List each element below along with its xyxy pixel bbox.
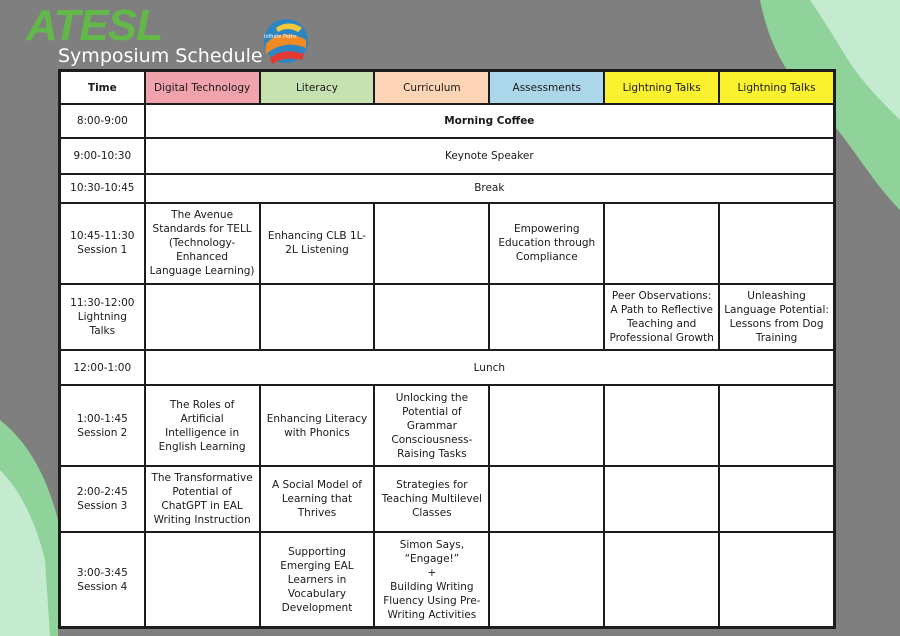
empty-cell	[145, 532, 260, 627]
empty-cell	[489, 466, 604, 532]
session-cell: Unleashing Language Potential: Lessons from Dog Training	[719, 284, 834, 350]
session-label: Session 4	[77, 580, 128, 593]
session-cell: Enhancing CLB 1L-2L Listening	[260, 203, 375, 284]
header-digital-technology: Digital Technology	[145, 71, 260, 104]
row-session-1	[60, 203, 834, 284]
time-cell: 9:00-10:30	[60, 138, 145, 173]
header-lightning-talks-2: Lightning Talks	[719, 71, 834, 104]
time-cell	[60, 284, 145, 350]
time-cell	[60, 203, 145, 284]
session-cell: Strategies for Teaching Multilevel Classes	[374, 466, 489, 532]
session-title-a: Simon Says, “Engage!”	[399, 538, 465, 565]
infinite-paths-logo	[258, 14, 312, 68]
keynote-cell: Keynote Speaker	[145, 138, 834, 173]
session-label: Lightning Talks	[77, 310, 127, 337]
time-cell	[60, 532, 145, 627]
time-range: 10:45-11:30	[70, 230, 135, 243]
badge-caption: Infinite Paths	[264, 34, 297, 40]
row-coffee	[60, 104, 834, 138]
session-label: Session 3	[77, 500, 128, 513]
header-time: Time	[60, 71, 145, 104]
time-cell: 12:00-1:00	[60, 350, 145, 385]
session-cell: Unlocking the Potential of Grammar Consciousness-Raising Tasks	[374, 385, 489, 466]
header-curriculum: Curriculum	[374, 71, 489, 104]
header-assessments: Assessments	[489, 71, 604, 104]
empty-cell	[374, 284, 489, 350]
break-cell: Break	[145, 174, 834, 203]
empty-cell	[719, 466, 834, 532]
empty-cell	[145, 284, 260, 350]
empty-cell	[489, 284, 604, 350]
empty-cell	[604, 385, 719, 466]
empty-cell	[260, 284, 375, 350]
plus-separator: +	[427, 566, 437, 579]
session-cell: The Roles of Artificial Intelligence in English Learning	[145, 385, 260, 466]
time-cell: 10:30-10:45	[60, 174, 145, 203]
header-row	[60, 71, 834, 104]
session-cell: Empowering Education through Compliance	[489, 203, 604, 284]
session-label: Session 1	[77, 244, 128, 257]
session-cell: Enhancing Literacy with Phonics	[260, 385, 375, 466]
session-cell: The Avenue Standards for TELL (Technology-Enhanced Language Learning)	[145, 203, 260, 284]
empty-cell	[719, 532, 834, 627]
session-cell	[374, 532, 489, 627]
time-range: 2:00-2:45	[76, 486, 128, 499]
header-literacy: Literacy	[260, 71, 375, 104]
session-cell: A Social Model of Learning that Thrives	[260, 466, 375, 532]
row-break	[60, 174, 834, 203]
schedule-table	[58, 69, 836, 629]
time-range: 3:00-3:45	[76, 566, 128, 579]
empty-cell	[719, 385, 834, 466]
empty-cell	[374, 203, 489, 284]
row-lightning-talks	[60, 284, 834, 350]
time-cell: 8:00-9:00	[60, 104, 145, 138]
row-lunch	[60, 350, 834, 385]
empty-cell	[489, 532, 604, 627]
time-range: 1:00-1:45	[76, 412, 128, 425]
empty-cell	[604, 203, 719, 284]
time-cell	[60, 466, 145, 532]
lunch-cell: Lunch	[145, 350, 834, 385]
session-cell: Peer Observations: A Path to Reflective Teaching and Professional Growth	[604, 284, 719, 350]
session-cell: The Transformative Potential of ChatGPT in EAL Writing Instruction	[145, 466, 260, 532]
row-keynote	[60, 138, 834, 173]
session-cell: Supporting Emerging EAL Learners in Vocabulary Development	[260, 532, 375, 627]
time-cell	[60, 385, 145, 466]
empty-cell	[489, 385, 604, 466]
empty-cell	[604, 466, 719, 532]
time-range: 11:30-12:00	[70, 296, 135, 309]
row-session-4	[60, 532, 834, 627]
session-label: Session 2	[77, 426, 128, 439]
session-title-b: Building Writing Fluency Using Pre-Writing Activities	[383, 580, 481, 621]
page-title: Symposium Schedule	[58, 45, 263, 67]
header-lightning-talks-1: Lightning Talks	[604, 71, 719, 104]
atesl-logo: ATESL	[26, 1, 162, 50]
empty-cell	[719, 203, 834, 284]
morning-coffee-cell: Morning Coffee	[145, 104, 834, 138]
empty-cell	[604, 532, 719, 627]
row-session-2	[60, 385, 834, 466]
row-session-3	[60, 466, 834, 532]
